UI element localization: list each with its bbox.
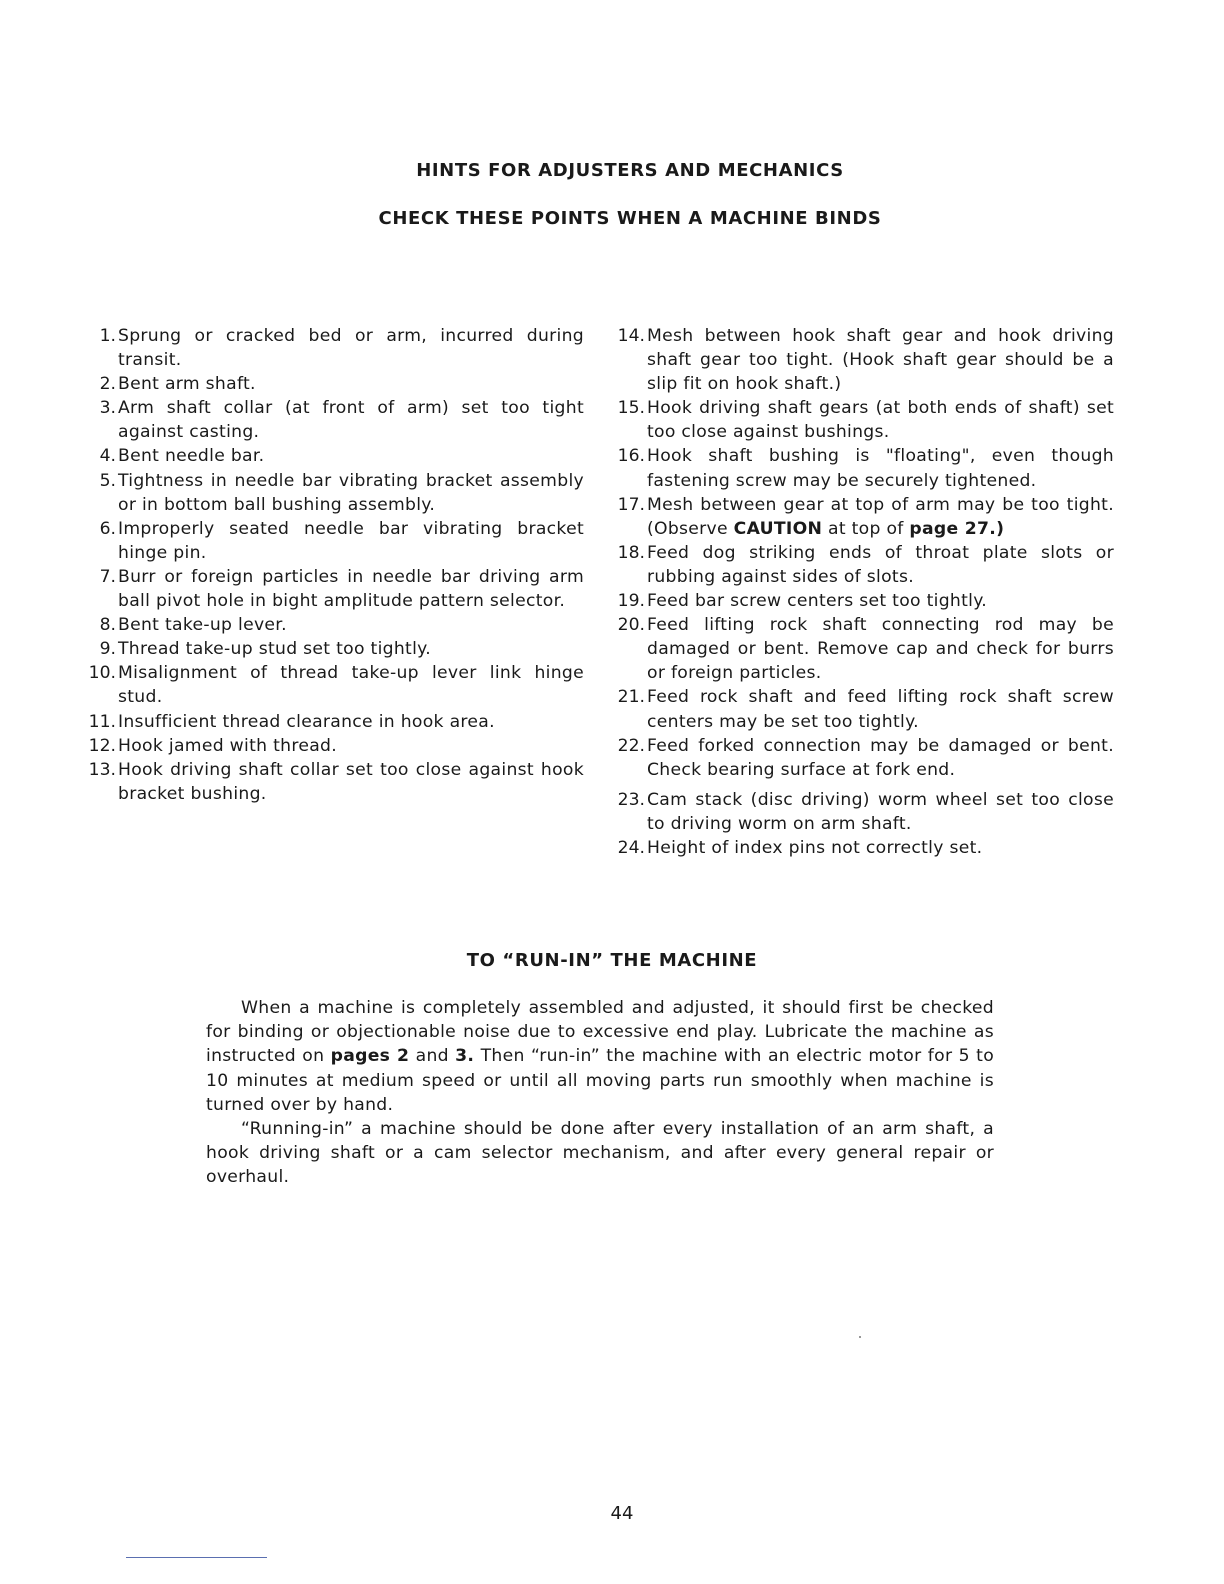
- list-item: 11. Insufficient thread clearance in hook area.: [88, 711, 495, 732]
- list-item: 22. Feed forked connection may be damaged or bent. Check bearing surface at fork end.: [617, 735, 1114, 780]
- checklist-right-column: [607, 324, 1114, 860]
- list-item: 20. Feed lifting rock shaft connecting rod may be damaged or bent. Remove cap and check for burrs or foreign particles.: [617, 615, 1114, 684]
- list-item: 14. Mesh between hook shaft gear and hook driving shaft gear too tight. (Hook shaft gear should be a slip fit on hook shaft.): [617, 326, 1114, 395]
- page-reference: page 27.): [909, 518, 1005, 539]
- runin-heading: TO “RUN-IN” THE MACHINE: [466, 950, 758, 971]
- page-subtitle: CHECK THESE POINTS WHEN A MACHINE BINDS: [378, 208, 882, 229]
- page-reference: pages 2: [330, 1046, 410, 1067]
- runin-section: [206, 996, 994, 1190]
- page-number: 44: [610, 1503, 634, 1524]
- list-item: 7. Burr or foreign particles in needle bar driving arm ball pivot hole in bight amplitude pattern selector.: [99, 566, 584, 612]
- list-item: 16. Hook shaft bushing is "floating", even though fastening screw may be securely tightened.: [617, 446, 1114, 491]
- footnote-rule: [126, 1557, 267, 1558]
- list-item: 18. Feed dog striking ends of throat plate slots or rubbing against sides of slots.: [617, 542, 1114, 587]
- print-speck: [859, 1336, 861, 1338]
- list-item: 2. Bent arm shaft.: [99, 374, 256, 395]
- list-item: 4. Bent needle bar.: [99, 446, 265, 467]
- list-item: 23. Cam stack (disc driving) worm wheel set too close to driving worm on arm shaft.: [617, 789, 1114, 834]
- page-title: HINTS FOR ADJUSTERS AND MECHANICS: [416, 160, 844, 181]
- list-item: 1. Sprung or cracked bed or arm, incurred during transit.: [99, 326, 584, 371]
- caution-label: CAUTION: [733, 518, 823, 539]
- list-item: 3. Arm shaft collar (at front of arm) set too tight against casting.: [99, 398, 584, 443]
- list-item: 9. Thread take-up stud set too tightly.: [99, 639, 431, 660]
- page-reference: 3.: [455, 1046, 475, 1067]
- runin-paragraph: When a machine is completely assembled and adjusted, it should first be checked for binding or objectionable noise due to excessive end play. Lubricate the machine as instructed on pages 2 and 3. Then “run-in” the machine with an electric motor for 5 to 10 minutes at medium speed or until all moving parts run smoothly when machine is turned over by hand.: [206, 998, 995, 1115]
- list-item: 13. Hook driving shaft collar set too close against hook bracket bushing.: [88, 759, 584, 804]
- list-item: 6. Improperly seated needle bar vibrating bracket hinge pin.: [99, 518, 584, 563]
- list-item: 10. Misalignment of thread take-up lever link hinge stud.: [88, 663, 584, 708]
- list-item: 8. Bent take-up lever.: [99, 615, 287, 636]
- list-item: 5. Tightness in needle bar vibrating bracket assembly or in bottom ball bushing assembly.: [99, 470, 584, 515]
- list-item: 19. Feed bar screw centers set too tightly.: [617, 591, 988, 612]
- checklist-left-column: [78, 324, 584, 806]
- runin-paragraph: “Running-in” a machine should be done after every installation of an arm shaft, a hook driving shaft or a cam selector mechanism, and after every general repair or overhaul.: [206, 1119, 994, 1188]
- list-item: 24. Height of index pins not correctly set.: [617, 837, 983, 858]
- list-item: 17. Mesh between gear at top of arm may be too tight. (Observe CAUTION at top of page 27.): [617, 494, 1114, 539]
- list-item: 15. Hook driving shaft gears (at both ends of shaft) set too close against bushings.: [617, 398, 1114, 443]
- list-item: 21. Feed rock shaft and feed lifting rock shaft screw centers may be set too tightly.: [617, 687, 1114, 732]
- list-item: 12. Hook jamed with thread.: [88, 735, 337, 756]
